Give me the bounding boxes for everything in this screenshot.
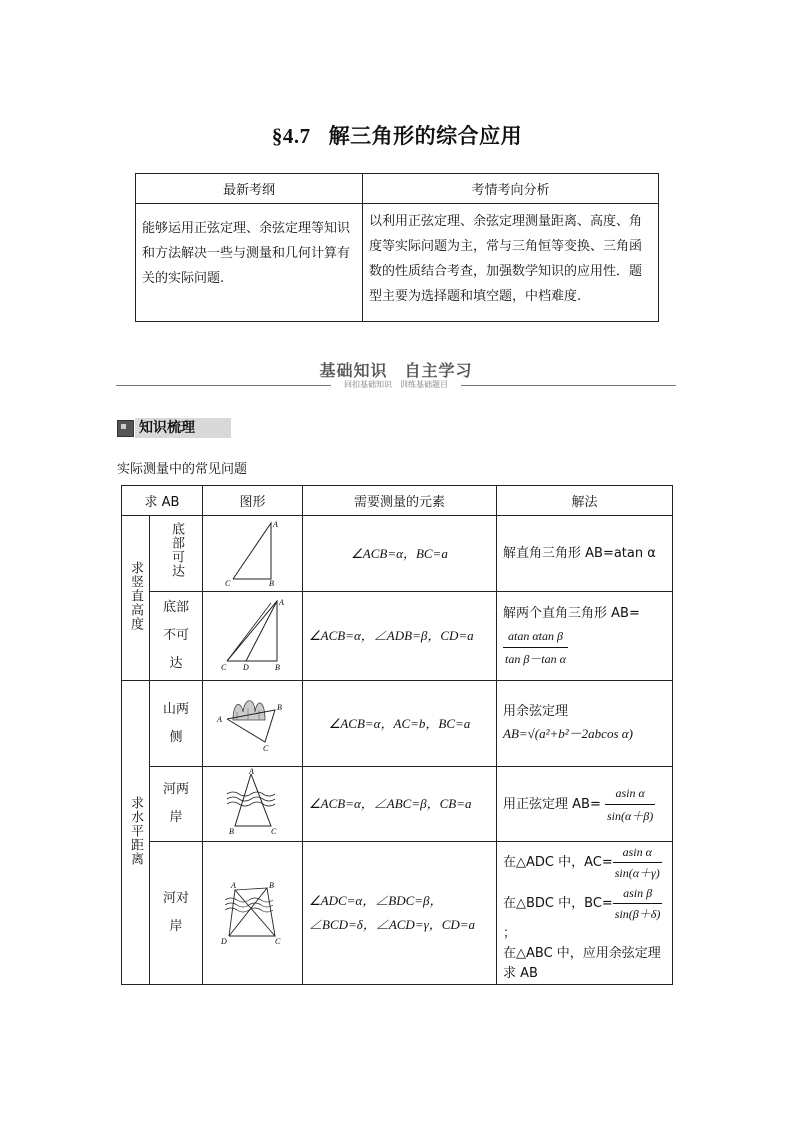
fraction-denominator: sin(β＋δ): [614, 907, 661, 921]
figure-two-triangles: [203, 592, 303, 681]
label-B: B: [274, 663, 280, 672]
method-line-2: [503, 883, 666, 944]
method-cell: [497, 767, 673, 842]
river-diagram: [213, 768, 293, 836]
figure-right-triangle: [203, 516, 303, 592]
knowledge-label: 知识梳理: [135, 418, 231, 438]
label-B: B: [268, 881, 274, 890]
method-prefix: 在△ADC 中，AC=: [503, 855, 613, 870]
col-header-ab: [122, 486, 203, 516]
method-cell: [497, 592, 673, 681]
category-vertical-text: 求竖直高度: [128, 561, 143, 631]
section-number: §4.7: [271, 124, 311, 148]
label-B: B: [268, 578, 274, 587]
fraction: [605, 782, 655, 827]
figure-opposite-bank: [203, 842, 303, 985]
category-horizontal-text: 求水平距离: [128, 795, 143, 866]
category-horizontal: [122, 681, 150, 985]
intro-left-cell: 能够运用正弦定理、余弦定理等知识和方法解决一些与测量和几何计算有关的实际问题.: [136, 204, 363, 322]
row-sub-label: [150, 681, 203, 767]
elements-cell: ∠ACB=α，BC=a: [303, 516, 497, 592]
method-formula: AB=√(a²+b²－2abcos α): [503, 726, 633, 741]
col-header-method: 解法: [497, 486, 673, 516]
figure-mountain: [203, 681, 303, 767]
table-row: [122, 681, 673, 767]
label-C: C: [220, 663, 226, 672]
fraction-numerator: atan αtan β: [503, 625, 568, 648]
label-C: C: [274, 937, 280, 946]
intro-table: [135, 173, 659, 322]
intro-right-cell: 以利用正弦定理、余弦定理测量距离、高度、角度等实际问题为主，常与三角恒等变换、三角函数的性质结合考查，加强数学知识的应用性．题型主要为选择题和填空题，中档难度.: [363, 204, 659, 322]
method-prefix: 解两个直角三角形 AB=: [503, 605, 640, 621]
col-header-elements: 需要测量的元素: [303, 486, 497, 516]
fraction-denominator: sin(α＋γ): [614, 866, 660, 880]
book-icon: [117, 420, 134, 437]
label-A: A: [278, 598, 284, 607]
col-header-ab-text: 求 AB: [144, 495, 180, 510]
label-C: C: [262, 743, 268, 752]
row-sub-text: 山两侧: [162, 701, 189, 745]
label-A: A: [230, 881, 236, 890]
title-text: 解三角形的综合应用: [328, 124, 523, 148]
method-prefix: 用余弦定理: [503, 704, 569, 719]
table-caption: 实际测量中的常见问题: [117, 462, 248, 477]
banner-line-right: [461, 385, 676, 386]
row-sub-text: 底部不可达: [162, 600, 189, 671]
fraction-numerator: asin β: [613, 883, 663, 904]
table-row: [122, 767, 673, 842]
label-A: A: [248, 768, 254, 776]
banner-title: 基础知识 自主学习: [319, 361, 473, 380]
col-header-figure: 图形: [203, 486, 303, 516]
label-C: C: [270, 827, 276, 836]
measurement-table: [121, 485, 673, 985]
two-triangles-diagram: [213, 595, 293, 673]
method-cell: [497, 681, 673, 767]
row-sub-text: 河两岸: [162, 782, 189, 825]
category-vertical: [122, 516, 150, 681]
label-A: A: [272, 519, 278, 529]
method-line-3: 在△ABC 中，应用余弦定理求 AB: [503, 946, 661, 981]
page-title: [0, 120, 794, 150]
row-sub-label: [150, 516, 203, 592]
method-suffix: ；: [503, 926, 517, 941]
row-sub-label: [150, 592, 203, 681]
method-line-1: [503, 842, 666, 883]
fraction: [613, 842, 662, 883]
fraction-numerator: asin α: [613, 842, 662, 863]
label-B: B: [228, 827, 234, 836]
opposite-bank-diagram: [213, 876, 293, 946]
row-sub-label: [150, 842, 203, 985]
method-prefix: 用正弦定理 AB=: [503, 796, 601, 812]
label-B: B: [276, 702, 282, 712]
intro-header-right: 考情考向分析: [363, 174, 659, 204]
fraction: [503, 625, 568, 670]
mountain-diagram: [213, 692, 293, 752]
fraction-denominator: sin(α＋β): [606, 808, 654, 823]
elements-cell: ∠ACB=α，∠ADB=β，CD=a: [303, 592, 497, 681]
section-banner: [116, 355, 676, 395]
table-row: [122, 592, 673, 681]
method-prefix: 在△BDC 中，BC=: [503, 896, 613, 911]
row-sub-text: 河对岸: [162, 891, 189, 934]
elements-cell: ∠ACB=α，∠ABC=β，CB=a: [303, 767, 497, 842]
figure-river: [203, 767, 303, 842]
method-cell: [497, 842, 673, 985]
elements-cell: ∠ACB=α，AC=b，BC=a: [303, 681, 497, 767]
label-D: D: [220, 937, 227, 946]
row-sub-text: 底部可达: [169, 521, 184, 578]
fraction-numerator: asin α: [605, 782, 655, 805]
intro-header-left: 最新考纲: [136, 174, 363, 204]
method-cell: 解直角三角形 AB=atan α: [497, 516, 673, 592]
label-A: A: [216, 714, 222, 724]
label-D: D: [242, 663, 249, 672]
fraction-denominator: tan β－tan α: [505, 651, 566, 666]
row-sub-label: [150, 767, 203, 842]
table-row: [122, 516, 673, 592]
fraction: [613, 883, 663, 924]
label-C: C: [224, 578, 230, 587]
right-triangle-diagram: [213, 517, 293, 587]
table-row: [122, 842, 673, 985]
banner-subtitle: 回扣基础知识 训练基础题目: [344, 380, 448, 389]
elements-cell: ∠ADC=α，∠BDC=β，∠BCD=δ，∠ACD=γ，CD=a: [303, 842, 497, 985]
